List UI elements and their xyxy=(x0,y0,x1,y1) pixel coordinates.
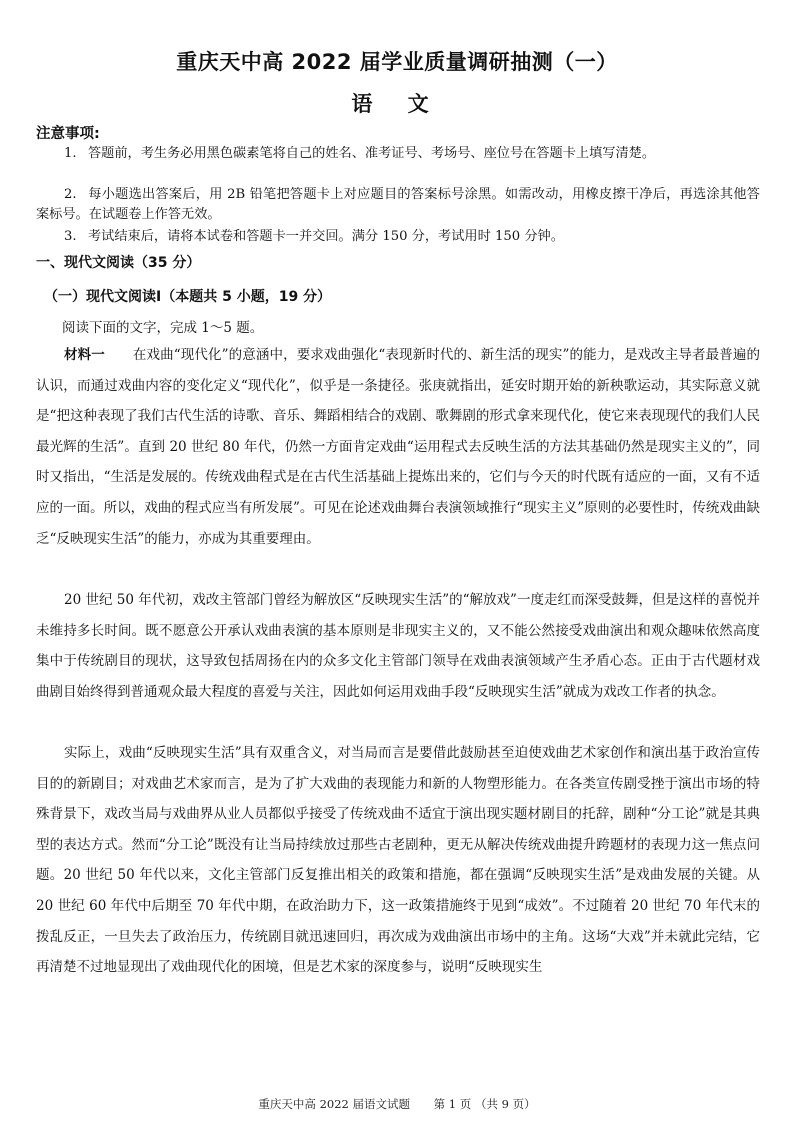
reading-instruction: 阅读下面的文字，完成 1～5 题。 xyxy=(62,320,264,336)
material-paragraph-1 xyxy=(36,340,760,554)
exam-title: 重庆天中高 2022 届学业质量调研抽测（一） xyxy=(176,50,618,74)
subsection-heading: （一）现代文阅读Ⅰ（本题共 5 小题，19 分） xyxy=(44,289,332,305)
note-text: 考试结束后，请将本试卷和答题卡一并交回。满分 150 分，考试用时 150 分钟。 xyxy=(88,229,564,244)
paragraph-text: 20 世纪 50 年代初，戏改主管部门曾经为解放区“反映现实生活”的“解放戏”一度走红而深受鼓舞，但是这样的喜悦并未维持多长时间。既不愿意公开承认戏曲表演的基本原则是非现实主义的，又不能公然接受戏曲演出和观众趣味依然高度集中于传统剧目的现状，这导致包括周扬在内的众多文化主管部门领导在戏曲表演领域产生矛盾心态。正由于古代题材戏曲剧目始终得到普通观众最大程度的喜爱与关注，因此如何运用戏曲手段“反映现实生活”就成为戏改工作者的执念。 xyxy=(36,592,760,700)
note-number: 1. xyxy=(64,146,77,161)
paragraph-text: 在戏曲“现代化”的意涵中，要求戏曲强化“表现新时代的、新生活的现实”的能力，是戏改主导者最普遍的认识，而通过戏曲内容的变化定义“现代化”，似乎是一条捷径。张庚就指出，延安时期开始的新秧歌运动，其实际意义就是“把这种表现了我们古代生活的诗歌、音乐、舞蹈相结合的戏剧、歌舞剧的形式拿来现代化，使它来表现现代的我们人民最光辉的生活”。直到 20 世纪 80 年代，仍然一方面肯定戏曲“运用程式去反映生活的方法其基础仍然是现实主义的”，同时又指出，“生活是发展的。传统戏曲程式是在古代生活基础上提炼出来的，它们与今天的时代既有适应的一面，又有不适应的一面。所以，戏曲的程式应当有所发展”。可见在论述戏曲舞台表演领域推行“现实主义”原则的必要性时，传统戏曲缺乏“反映现实生活”的能力，亦成为其重要理由。 xyxy=(36,347,761,547)
note-text: 每小题选出答案后，用 2B 铅笔把答题卡上对应题目的答案标号涂黑。如需改动，用橡皮擦干净后，再选涂其他答案标号。在试题卷上作答无效。 xyxy=(36,187,760,222)
material-paragraph-3 xyxy=(36,738,760,983)
note-number: 3. xyxy=(64,229,77,244)
note-number: 2. xyxy=(64,187,77,202)
note-item-3 xyxy=(36,227,760,247)
notes-heading: 注意事项: xyxy=(36,126,100,142)
subject-title: 语 文 xyxy=(351,92,443,116)
footer-page-number: 第 1 页 （共 9 页） xyxy=(433,1097,536,1111)
note-item-2 xyxy=(36,185,760,225)
page-footer xyxy=(0,1096,794,1112)
note-text: 答题前，考生务必用黑色碳素笔将自己的姓名、准考证号、考场号、座位号在答题卡上填写清楚。 xyxy=(88,146,656,161)
material-paragraph-2 xyxy=(36,585,760,707)
section-heading: 一、现代文阅读（35 分） xyxy=(36,255,201,271)
footer-exam-name: 重庆天中高 2022 届语文试题 xyxy=(258,1097,410,1111)
material-label: 材料一 xyxy=(64,347,105,363)
paragraph-text: 实际上，戏曲“反映现实生活”具有双重含义，对当局而言是要借此鼓励甚至迫使戏曲艺术家创作和演出基于政治宣传目的的新剧目；对戏曲艺术家而言，是为了扩大戏曲的表现能力和新的人物塑形能力。在各类宣传剧受挫于演出市场的特殊背景下，戏改当局与戏曲界从业人员都似乎接受了传统戏曲不适宜于演出现实题材剧目的托辞，剧种“分工论”就是其典型的表达方式。然而“分工论”既没有让当局持续放过那些古老剧种，更无从解决传统戏曲提升跨题材的表现力这一焦点问题。20 世纪 50 年代以来，文化主管部门反复推出相关的政策和措施，都在强调“反映现实生活”是戏曲发展的关键。从 20 世纪 60 年代中后期至 70 年代中期，在政治助力下，这一政策措施终于见到“成效”。不过随着 20 世纪 70 年代末的拨乱反正，一旦失去了政治压力，传统剧目就迅速回归，再次成为戏曲演出市场中的主角。这场“大戏”并未就此完结，它再清楚不过地显现出了戏曲现代化的困境，但是艺术家的深度参与，说明“反映现实生 xyxy=(36,745,760,976)
note-item-1 xyxy=(36,144,760,164)
